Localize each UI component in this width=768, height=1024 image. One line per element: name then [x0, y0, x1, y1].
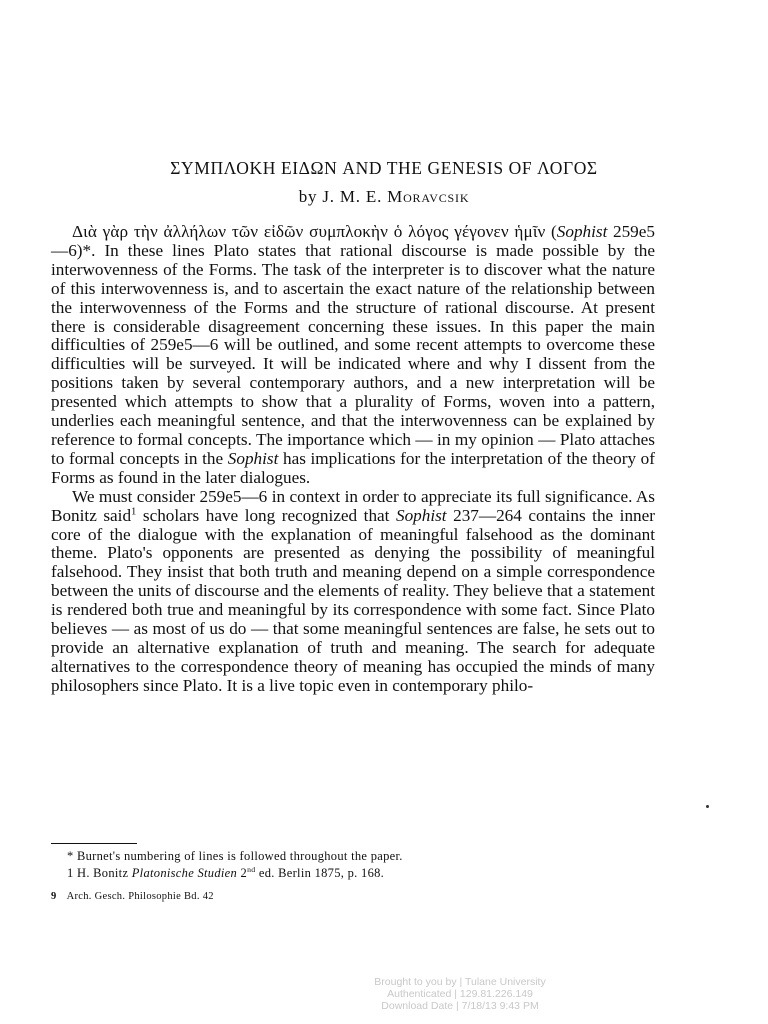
footnote-1-number: 1 — [67, 866, 74, 880]
scan-speck — [706, 805, 709, 808]
footnote-1-ed: 2 — [237, 866, 248, 880]
byline-author: Moravcsik — [387, 187, 470, 206]
download-watermark — [300, 976, 620, 1012]
watermark-line-3: Download Date | 7/18/13 9:43 PM — [381, 1000, 539, 1012]
footnote-rule — [51, 843, 137, 844]
article-body — [51, 223, 655, 696]
greek-quote: Διὰ γὰρ τὴν ἀλλήλων τῶν εἰδῶν συμπλοκὴν ὁ λόγος γέγονεν ἡμῖν — [72, 222, 546, 241]
footnote-star: * Burnet's numbering of lines is followed throughout the paper. — [67, 849, 403, 863]
signature-text: Arch. Gesch. Philosophie Bd. 42 — [66, 891, 214, 902]
footnotes — [67, 848, 657, 882]
footnote-1-rest: ed. Berlin 1875, p. 168. — [255, 866, 385, 880]
watermark-line-1: Brought to you by | Tulane University — [374, 976, 546, 988]
footnote-1 — [67, 865, 657, 882]
sophist-title: Sophist — [556, 222, 608, 241]
watermark-line-2: Authenticated | 129.81.226.149 — [387, 988, 533, 1000]
footnote-1-pre: H. Bonitz — [73, 866, 132, 880]
paragraph-1 — [51, 223, 655, 488]
article-byline — [0, 186, 768, 208]
signature-number: 9 — [51, 891, 57, 902]
article-title: ΣΥΜΠΛΟΚΗ ΕΙΔΩΝ AND THE GENESIS OF ΛΟΓΟΣ — [170, 158, 598, 178]
paragraph-1-tail: has implications for the interpretation of the theory of Forms as found in the later dialogues. — [51, 448, 655, 487]
footnote-ref-1: 1 — [131, 505, 137, 517]
signature-line — [51, 891, 214, 902]
footnote-1-sup: nd — [247, 864, 256, 874]
paragraph-2-part-1: We must consider 259e5—6 in context in order to appreciate its full significance. As Bonitz said — [51, 486, 655, 525]
paragraph-2 — [51, 488, 655, 696]
footnote-1-title: Platonische Studien — [131, 866, 238, 880]
sophist-title-2: Sophist — [227, 448, 279, 468]
open-paren: ( — [545, 222, 557, 241]
paragraph-1-text: 259e5—6)*. In these lines Plato states that rational discourse is made possible by the interwovenness of the Forms. The task of the interpreter is to discover what the nature of this interwovenness is, and to ascertain the exact nature of the relationship between the interwovenness of the Forms and the structure of rational discourse. At present there is considerable disagreement concerning these issues. In this paper the main difficulties of 259e5—6 will be outlined, and some recent attempts to overcome these difficulties will be surveyed. It will be indicated where and why I dissent from the positions taken by several contemporary authors, and a new interpretation will be presented which attempts to show that a plurality of Forms, woven into a pattern, underlies each meaningful sentence, and that the interwovenness can be explained by reference to formal concepts. The importance which — in my opinion — Plato attaches to formal concepts in the — [51, 222, 655, 468]
paragraph-2-part-3: 237—264 contains the inner core of the dialogue with the explanation of meaningful falsehood as the dominant theme. Plato's opponents are presented as denying the possibility of meaningful falsehood. They insist that both truth and meaning depend on a simple correspondence between the units of discourse and the elements of reality. They believe that a statement is rendered both true and meaningful by its correspondence with some fact. Since Plato believes — as most of us do — that some meaningful sentences are false, he sets out to provide an alternative explanation of truth and meaning. The search for adequate alternatives to the correspondence theory of meaning has occupied the minds of many philosophers since Plato. It is a live topic even in contemporary philo- — [51, 505, 656, 695]
sophist-title-3: Sophist — [395, 505, 447, 525]
paragraph-2-part-2: scholars have long recognized that — [136, 505, 396, 525]
byline-prefix: by J. M. E. — [298, 187, 388, 206]
